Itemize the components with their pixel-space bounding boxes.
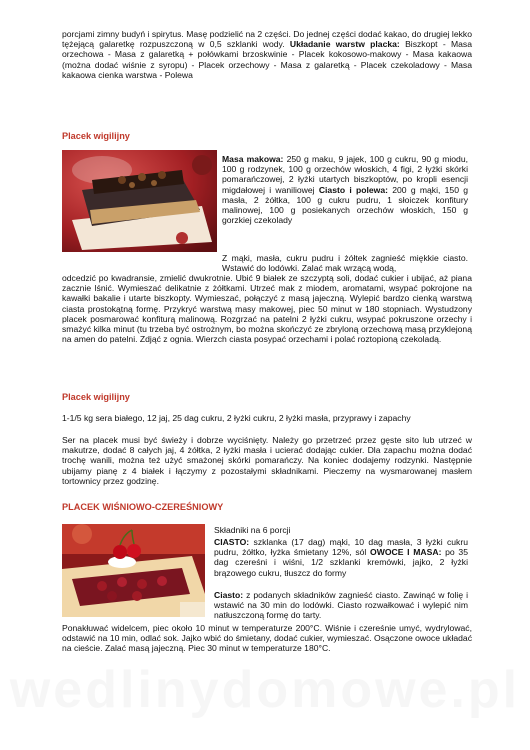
- recipe2-title: Placek wigilijny: [62, 392, 130, 402]
- intro-text: porcjami zimny budyń i spirytus. Masę podzielić na 2 części. Do jednej części dodać kakao, do drugiej lekko tężejącą galaretkę rozpuszczoną w 0,5 szklanki wody.: [62, 29, 472, 50]
- fruit-mass-label: OWOCE I MASA:: [370, 547, 442, 558]
- watermark: wedlinydomowe.pl: [9, 661, 521, 719]
- intro-paragraph: [62, 29, 472, 80]
- recipe3-servings: Składniki na 6 porcji: [214, 525, 291, 535]
- recipe1-method: odcedzić po kwadransie, zmielić dwukrotnie. Ubić 9 białek ze szczyptą soli, dodać cukier i ubijać, aż piana zacznie lśnić. Wymieszać delikatnie z żółtkami. Utrzeć mak z miodem, aromatami, wsypać pokrojone na kawałki bakalie i utarte biszkopty. Wymieszać, połączyć z masą jajeczną. Wylepić bardzo cienką warstwą ciasta prostokątną formę. Przykryć warstwą masy makowej, piec 50 minut w 180 stopniach. Wystudzony placek posmarować konfiturą malinową. Rozgrzać na patelni 2 łyżki cukru, wsypać pokruszone orzechy i smażyć kilka minut (tu trzeba być ostrożnym, bo można skończyć ze zbryloną orzechową masą przyklejoną na amen do patelni. Zdjąć z ognia. Wierzch ciasta posypać orzechami i polać roztopioną czekoladą.: [62, 273, 472, 345]
- recipe1-method-start: Z mąki, masła, cukru pudru i żółtek zagnieść miękkie ciasto. Wstawić do lodówki. Zalać mak wrzącą wodą,: [222, 253, 468, 274]
- poppy-cake-illustration: [62, 150, 217, 252]
- recipe2-method: Ser na placek musi być świeży i dobrze wyciśnięty. Należy go przetrzeć przez gęste sito lub utrzeć w makutrze, dodać 8 całych jaj, 4 żółtka, 2 łyżki masła i ucierać dodając cukier. Dla zapachu można dodać trochę wanili, można też użyć smażonej skórki pomarańczy. Na koniec dodajemy rodzynki. Następnie ubijamy pianę z 4 białek i łączymy z pozostałymi składnikami. Pieczemy na wysmarowanej masłem tortownicy przez godzinę.: [62, 435, 472, 486]
- cherry-cake-photo: [62, 524, 205, 617]
- dough3-label: CIASTO:: [214, 537, 250, 547]
- dough-label: Ciasto i polewa:: [318, 184, 388, 195]
- fruit-mass-text: po 35 dag czereśni i wiśni, 1/2 szklanki kremówki, jajko, 2 łyżki brązowego cukru, tłuszcz do formy: [214, 547, 468, 578]
- dough3-text: szklanka (17 dag) mąki, 10 dag masła, 3 łyżki cukru pudru, żółtko, łyżka śmietany 12%, sól: [214, 537, 468, 558]
- recipe3-title: PLACEK WIŚNIOWO-CZEREŚNIOWY: [62, 502, 224, 512]
- cherry-cake-illustration: [62, 524, 205, 617]
- intro-text-2: Biszkopt - Masa orzechowa - Masa z galaretką + połówkami brzoskwinie - Placek kokosowo-makowy - Masa kakaowa (można dodać wiśnie z syropu) - Placek orzechowy - Masa z galaretką - Placek czekoladowy - Masa kakaowa cienka warstwa - Polewa: [62, 39, 472, 80]
- dough-text: 200 g mąki, 150 g masła, 2 żółtka, 100 g cukru pudru, 1 słoiczek konfitury malinowej, 100 g posiekanych orzechów włoskich, 150 g gorzkiej czekolady: [222, 184, 469, 226]
- intro-bold-label: Układanie warstw placka:: [289, 39, 400, 50]
- method3-col-text: z podanych składników zagnieść ciasto. Zawinąć w folię i wstawić na 30 min do lodówki. Ciasto rozwałkować i wylepić nim natłuszczoną formę do tarty.: [214, 590, 468, 621]
- poppy-mass-text: 250 g maku, 9 jajek, 100 g cukru, 90 g miodu, 100 g rodzynek, 100 g orzechów włoskich, 4 figi, 2 łyżki skórki pomarańczowej, 2 łyżki utartych biszkoptów, po kropli esencji migdałowej i waniliowej: [222, 154, 468, 195]
- recipe3-method-start: [214, 590, 468, 621]
- recipe3-ingredients: [214, 537, 468, 578]
- poppy-mass-label: Masa makowa:: [222, 154, 284, 164]
- recipe3-method: Ponakłuwać widelcem, piec około 10 minut w temperaturze 200°C. Wiśnie i czereśnie umyć, wydrylować, odstawić na 10 min, odlać sok. Jajko wbić do śmietany, dodać cukier, wymieszać. Osączone owoce układać na cieście. Zalać masą jajeczną. Piec 30 minut w temperaturze 180°C.: [62, 623, 472, 654]
- recipe2-ingredients: 1-1/5 kg sera białego, 12 jaj, 25 dag cukru, 2 łyżki cukru, 2 łyżki masła, przyprawy i zapachy: [62, 413, 411, 423]
- recipe1-ingredients: [222, 154, 468, 225]
- method3-label: Ciasto:: [214, 590, 244, 600]
- recipe1-title: Placek wigilijny: [62, 131, 130, 141]
- poppy-cake-photo: [62, 150, 217, 252]
